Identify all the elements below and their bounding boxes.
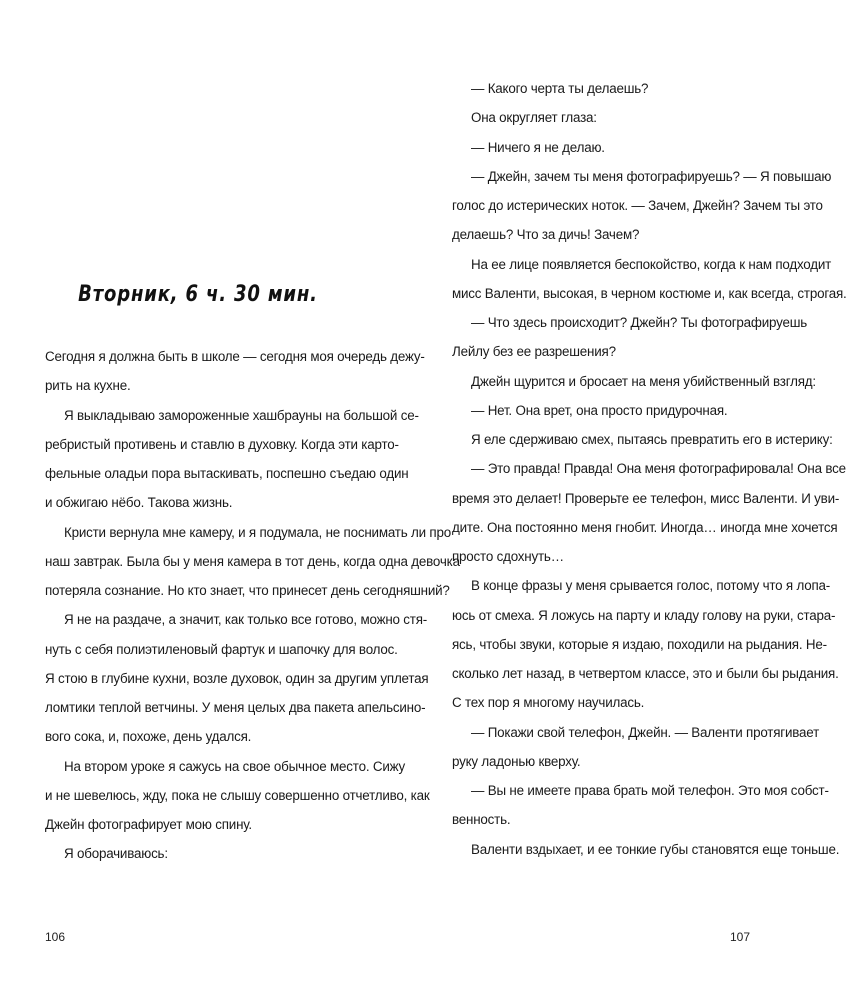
paragraph-line: потеряла сознание. Но кто знает, что принесет день сегодняшний? (45, 583, 450, 598)
paragraph-line: В конце фразы у меня срывается голос, потому что я лопа- (471, 578, 831, 594)
paragraph-line: — Какого черта ты делаешь? (471, 81, 649, 96)
right-page (452, 0, 847, 1000)
paragraph-line: мисс Валенти, высокая, в черном костюме и, как всегда, строгая. (452, 285, 847, 301)
paragraph-line: — Джейн, зачем ты меня фотографируешь? — Я повышаю (471, 168, 832, 184)
paragraph-line: наш завтрак. Была бы у меня камера в тот день, когда одна девочка (45, 553, 460, 569)
page-number-left: 106 (45, 930, 66, 944)
paragraph-line: Джейн фотографирует мою спину. (45, 817, 252, 832)
paragraph-line: руку ладонью кверху. (452, 753, 581, 769)
paragraph-line: голос до истерических ноток. — Зачем, Джейн? Зачем ты это (452, 198, 823, 213)
paragraph-line: Кристи вернула мне камеру, и я подумала, не поснимать ли про (64, 524, 451, 540)
paragraph-line: сколько лет назад, в четвертом классе, это и были бы рыдания. (452, 666, 839, 681)
paragraph-line: юсь от смеха. Я ложусь на парту и кладу голову на руки, стара- (452, 607, 836, 623)
paragraph-line: Она округляет глаза: (471, 110, 597, 126)
paragraph-line: Я выкладываю замороженные хашбрауны на большой се- (64, 407, 419, 423)
paragraph-line: венность. (452, 812, 511, 828)
paragraph-line: — Это правда! Правда! Она меня фотографировала! Она все (471, 461, 846, 477)
paragraph-line: Я не на раздаче, а значит, как только все готово, можно стя- (64, 612, 428, 628)
paragraph-line: дите. Она постоянно меня гнобит. Иногда… иногда мне хочется (452, 519, 838, 535)
paragraph-line: На втором уроке я сажусь на свое обычное место. Сижу (64, 758, 406, 774)
paragraph-line: Сегодня я должна быть в школе — сегодня моя очередь дежу- (45, 349, 425, 364)
chapter-title: Вторник, 6 ч. 30 мин. (78, 282, 318, 307)
left-page (45, 0, 460, 1000)
paragraph-line: Я еле сдерживаю смех, пытаясь превратить его в истерику: (471, 432, 833, 447)
paragraph-line: ломтики теплой ветчины. У меня целых два пакета апельсино- (45, 700, 426, 715)
paragraph-line: рить на кухне. (45, 378, 131, 394)
paragraph-line: — Ничего я не делаю. (471, 139, 605, 155)
paragraph-line: просто сдохнуть… (452, 549, 564, 564)
paragraph-line: — Вы не имеете права брать мой телефон. Это моя собст- (471, 783, 829, 798)
paragraph-line: На ее лице появляется беспокойство, когда к нам подходит (471, 256, 832, 272)
paragraph-line: ребристый противень и ставлю в духовку. Когда эти карто- (45, 436, 399, 452)
paragraph-line: — Нет. Она врет, она просто придурочная. (471, 402, 728, 418)
paragraph-line: Джейн щурится и бросает на меня убийственный взгляд: (471, 373, 816, 389)
paragraph-line: Я стою в глубине кухни, возле духовок, один за другим уплетая (45, 670, 429, 686)
right-text-column (452, 74, 847, 864)
paragraph-line: — Покажи свой телефон, Джейн. — Валенти протягивает (471, 724, 820, 740)
paragraph-line: — Что здесь происходит? Джейн? Ты фотографируешь (471, 315, 808, 330)
paragraph-line: ясь, чтобы звуки, которые я издаю, походили на рыдания. Не- (452, 636, 827, 652)
paragraph-line: и обжигаю нёбо. Такова жизнь. (45, 495, 233, 511)
page-number-right: 107 (729, 930, 750, 944)
paragraph-line: время это делает! Проверьте ее телефон, мисс Валенти. И уви- (452, 490, 840, 506)
paragraph-line: Лейлу без ее разрешения? (452, 344, 616, 360)
paragraph-line: Я оборачиваюсь: (64, 846, 168, 862)
paragraph-line: фельные оладьи пора вытаскивать, поспешно съедаю один (45, 466, 409, 481)
paragraph-line: нуть с себя полиэтиленовый фартук и шапочку для волос. (45, 641, 398, 657)
paragraph-line: вого сока, и, похоже, день удался. (45, 729, 252, 745)
left-text-column (45, 342, 460, 869)
paragraph-line: Валенти вздыхает, и ее тонкие губы становятся еще тоньше. (471, 841, 840, 857)
paragraph-line: делаешь? Что за дичь! Зачем? (452, 227, 640, 243)
paragraph-line: и не шевелюсь, жду, пока не слышу совершенно отчетливо, как (45, 787, 430, 803)
paragraph-line: С тех пор я многому научилась. (452, 695, 645, 711)
